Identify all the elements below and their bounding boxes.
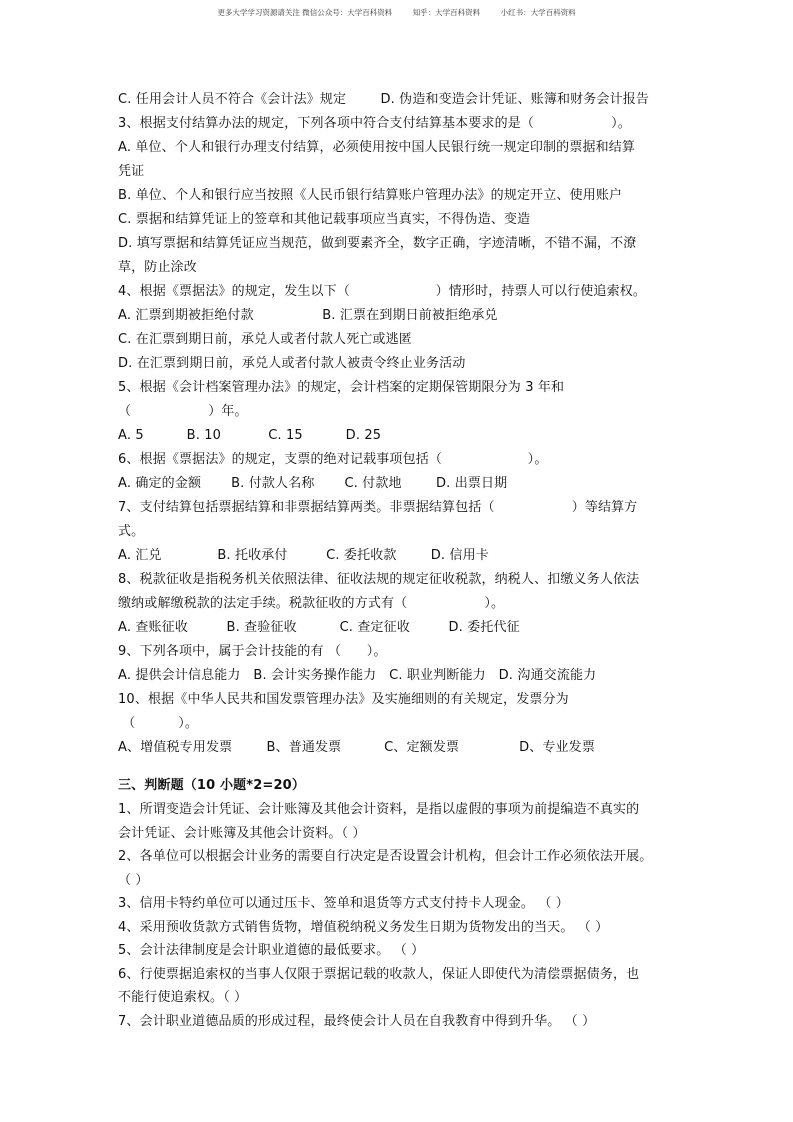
text-line: 3、信用卡特约单位可以通过压卡、签单和退货等方式支付持卡人现金。 （ ） xyxy=(118,896,569,911)
text-line: C. 任用会计人员不符合《会计法》规定 D. 伪造和变造会计凭证、账簿和财务会计报告 xyxy=(118,92,650,107)
text-line: 5、会计法律制度是会计职业道德的最低要求。 （ ） xyxy=(118,943,425,958)
text-line: A. 单位、个人和银行办理支付结算，必须使用按中国人民银行统一规定印制的票据和结算 xyxy=(118,140,636,155)
text-line: A. 确定的金额 B. 付款人名称 C. 付款地 D. 出票日期 xyxy=(118,476,508,491)
header-note: 更多大学学习资源请关注 微信公众号：大学百科资料 xyxy=(217,8,393,17)
text-line: A、增值税专用发票 B、普通发票 C、定额发票 D、专业发票 xyxy=(118,740,595,755)
text-line: （ ）。 xyxy=(118,716,199,731)
question-3: 3、根据支付结算办法的规定，下列各项中符合支付结算基本要求的是（ ）。 xyxy=(118,116,631,131)
text-line: C. 在汇票到期日前，承兑人或者付款人死亡或逃匿 xyxy=(118,332,412,347)
text-line: 缴纳或解缴税款的法定手续。税款征收的方式有（ ）。 xyxy=(118,596,505,611)
section-title: 三、判断题（10 小题*2=20） xyxy=(118,778,305,793)
text-line: C. 票据和结算凭证上的签章和其他记载事项应当真实，不得伪造、变造 xyxy=(118,212,531,227)
true-false-section xyxy=(118,798,678,1033)
text-line: A. 汇兑 B. 托收承付 C. 委托收款 D. 信用卡 xyxy=(118,548,489,563)
question-8: 8、税款征收是指税务机关依照法律、征收法规的规定征收税款，纳税人、扣缴义务人依法 xyxy=(118,572,640,587)
header-note: 小红书：大学百科资料 xyxy=(500,8,576,17)
text-line: A. 汇票到期被拒绝付款 B. 汇票在到期日前被拒绝承兑 xyxy=(118,308,498,323)
text-line: A. 查账征收 B. 查验征收 C. 查定征收 D. 委托代征 xyxy=(118,620,520,635)
text-line: 1、所谓变造会计凭证、会计账簿及其他会计资料，是指以虚假的事项为前提编造不真实的 xyxy=(118,802,640,817)
question-5: 5、根据《会计档案管理办法》的规定，会计档案的定期保管期限分为 3 年和 xyxy=(118,380,565,395)
text-line: 4、采用预收货款方式销售货物，增值税纳税义务发生日期为货物发出的当天。 （ ） xyxy=(118,919,609,935)
text-line: （ ）年。 xyxy=(118,404,248,419)
text-line: D. 填写票据和结算凭证应当规范，做到要素齐全，数字正确，字迹清晰，不错不漏，不潦 xyxy=(118,236,637,251)
text-line: D. 在汇票到期日前，承兑人或者付款人被责令终止业务活动 xyxy=(118,356,466,371)
text-line: 不能行使追索权。（ ） xyxy=(118,990,248,1005)
question-10: 10、根据《中华人民共和国发票管理办法》及实施细则的有关规定，发票分为 xyxy=(118,692,569,707)
text-line: 7、会计职业道德品质的形成过程，最终使会计人员在自我教育中得到升华。 （ ） xyxy=(118,1013,596,1029)
question-9: 9、下列各项中，属于会计技能的有 （ ）。 xyxy=(118,644,387,659)
header-note: 知乎：大学百科资料 xyxy=(412,8,481,17)
question-6: 6、根据《票据法》的规定，支票的绝对记载事项包括（ ）。 xyxy=(118,452,548,467)
text-line: （ ） xyxy=(118,872,149,888)
text-line: 2、各单位可以根据会计业务的需要自行决定是否设置会计机构，但会计工作必须依法开展。 xyxy=(118,849,653,864)
text-line: 6、行使票据追索权的当事人仅限于票据记载的收款人，保证人即使代为清偿票据债务，也 xyxy=(118,966,640,982)
text-line: 会计凭证、会计账簿及其他会计资料。（ ） xyxy=(118,825,366,841)
text-line: 式。 xyxy=(118,524,145,539)
page-header xyxy=(0,7,793,18)
text-line: 草，防止涂改 xyxy=(118,260,197,275)
text-line: 凭证 xyxy=(118,164,145,179)
text-line: A. 5 B. 10 C. 15 D. 25 xyxy=(118,428,382,443)
question-4: 4、根据《票据法》的规定，发生以下（ ）情形时，持票人可以行使追索权。 xyxy=(118,284,647,299)
document-body xyxy=(118,88,678,1033)
text-line: A. 提供会计信息能力 B. 会计实务操作能力 C. 职业判断能力 D. 沟通交流能力 xyxy=(118,668,597,683)
multiple-choice-section xyxy=(118,88,678,760)
question-7: 7、支付结算包括票据结算和非票据结算两类。非票据结算包括（ ）等结算方 xyxy=(118,500,638,515)
text-line: B. 单位、个人和银行应当按照《人民币银行结算账户管理办法》的规定开立、使用账户 xyxy=(118,188,623,203)
